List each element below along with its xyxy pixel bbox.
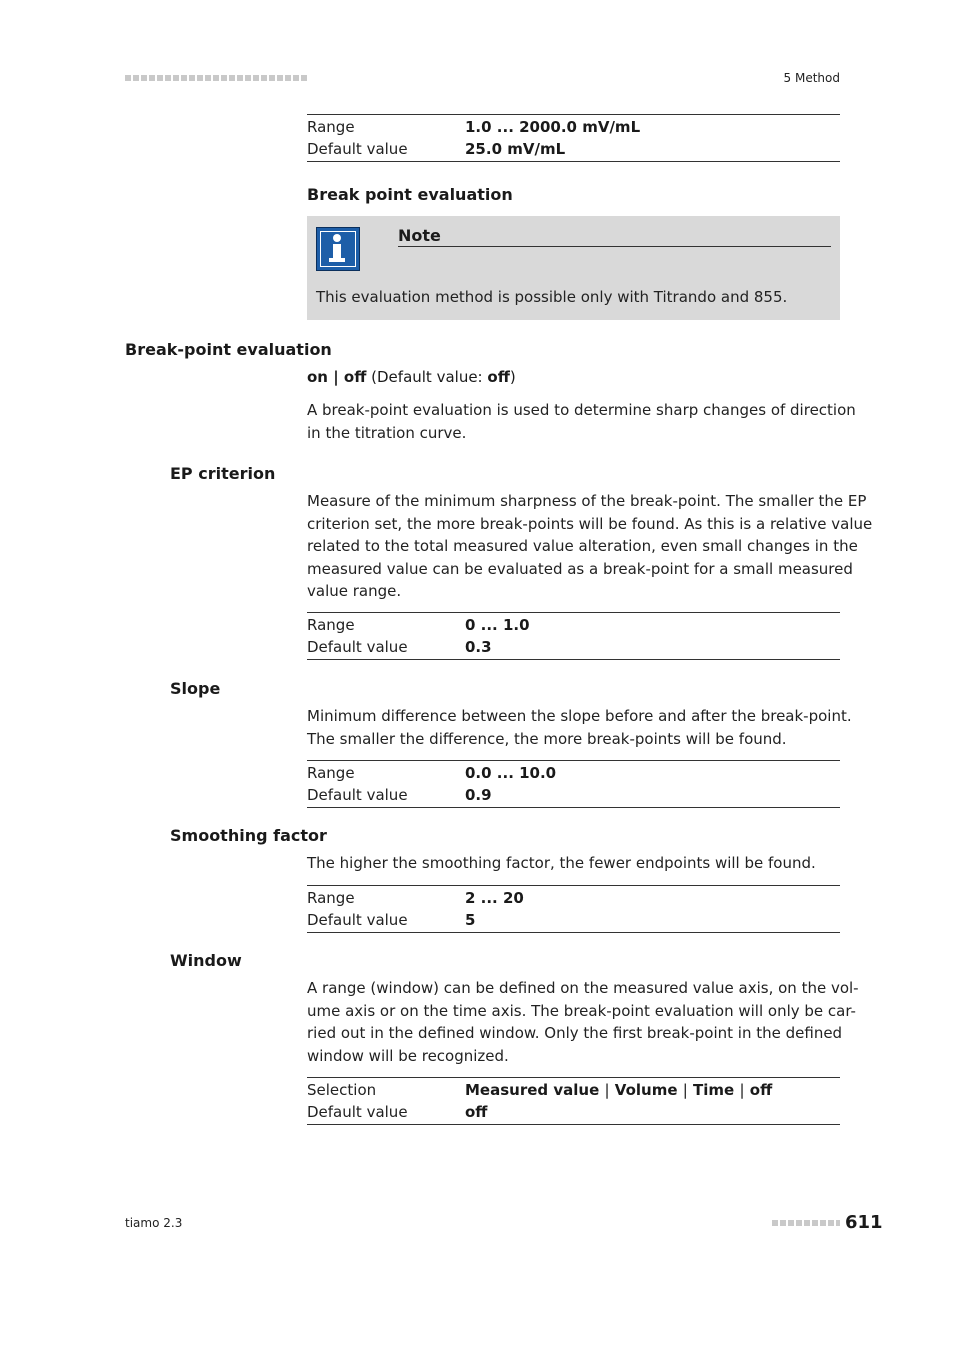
on-off-values: on | off <box>307 368 367 386</box>
table-row <box>307 614 840 636</box>
slope-description: Minimum difference between the slope before and after the break-point. The smaller the difference, the more break-points will be found. <box>307 707 852 748</box>
row-label: Range <box>307 764 355 782</box>
row-value: 25.0 mV/mL <box>465 140 566 158</box>
row-value: 1.0 ... 2000.0 mV/mL <box>465 118 641 136</box>
on-off-options <box>307 368 516 386</box>
smoothing-heading: Smoothing factor <box>170 826 327 845</box>
smoothing-description: The higher the smoothing factor, the fewer endpoints will be found. <box>307 854 816 872</box>
break-point-heading: Break point evaluation <box>307 185 513 204</box>
row-value: 0.9 <box>465 786 492 804</box>
note-text: This evaluation method is possible only with Titrando and 855. <box>316 288 788 306</box>
ep-criterion-description: Measure of the minimum sharpness of the break-point. The smaller the EP criterion set, the more break-points will be found. As this is a relative value related to the total measured value alteration, even small changes in the measured value can be evaluated as a break-point for a small measured value range. <box>307 492 873 600</box>
ep-criterion-heading: EP criterion <box>170 464 276 483</box>
row-value: 5 <box>465 911 476 929</box>
table-row <box>307 116 840 138</box>
row-value: off <box>465 1103 488 1121</box>
default-prefix: (Default value: <box>371 368 488 386</box>
row-label: Range <box>307 118 355 136</box>
note-title: Note <box>398 226 831 247</box>
window-description: A range (window) can be defined on the measured value axis, on the vol- ume axis or on the time axis. The break-point evaluation will only be car- ried out in the defined window. Only the first break-point in the defined window will be recognized. <box>307 979 859 1065</box>
header-decoration <box>125 75 307 81</box>
info-icon <box>316 227 360 271</box>
row-label: Range <box>307 616 355 634</box>
table-row <box>307 1101 840 1123</box>
product-name: tiamo 2.3 <box>125 1216 183 1230</box>
top-parameter-table <box>307 114 840 162</box>
chapter-title: 5 Method <box>783 71 840 85</box>
slope-table <box>307 760 840 808</box>
row-value: 0.0 ... 10.0 <box>465 764 557 782</box>
ep-criterion-table <box>307 612 840 660</box>
row-value: 0.3 <box>465 638 492 656</box>
default-value: off <box>487 368 510 386</box>
option-volume: Volume <box>614 1081 678 1099</box>
section-heading: Break-point evaluation <box>125 340 332 359</box>
row-label: Default value <box>307 911 408 929</box>
table-row <box>307 1079 840 1101</box>
slope-heading: Slope <box>170 679 221 698</box>
selection-options: Measured value | Volume | Time | off <box>465 1081 773 1099</box>
option-measured-value: Measured value <box>465 1081 600 1099</box>
row-label: Default value <box>307 140 408 158</box>
row-label: Default value <box>307 1103 408 1121</box>
table-row <box>307 909 840 931</box>
table-row <box>307 636 840 658</box>
page-number: 611 <box>845 1212 883 1233</box>
table-row <box>307 887 840 909</box>
row-value: 2 ... 20 <box>465 889 524 907</box>
footer-decoration <box>772 1220 840 1226</box>
row-label: Selection <box>307 1081 377 1099</box>
note-box <box>307 216 840 320</box>
row-value: 0 ... 1.0 <box>465 616 530 634</box>
bp-description: A break-point evaluation is used to determine sharp changes of direction in the titration curve. <box>307 401 856 442</box>
row-label: Default value <box>307 786 408 804</box>
smoothing-table <box>307 885 840 933</box>
row-label: Range <box>307 889 355 907</box>
option-time: Time <box>693 1081 735 1099</box>
table-row <box>307 762 840 784</box>
row-label: Default value <box>307 638 408 656</box>
default-suffix: ) <box>509 368 516 386</box>
window-table <box>307 1077 840 1125</box>
window-heading: Window <box>170 951 242 970</box>
option-off: off <box>749 1081 773 1099</box>
table-row <box>307 784 840 806</box>
table-row <box>307 138 840 160</box>
